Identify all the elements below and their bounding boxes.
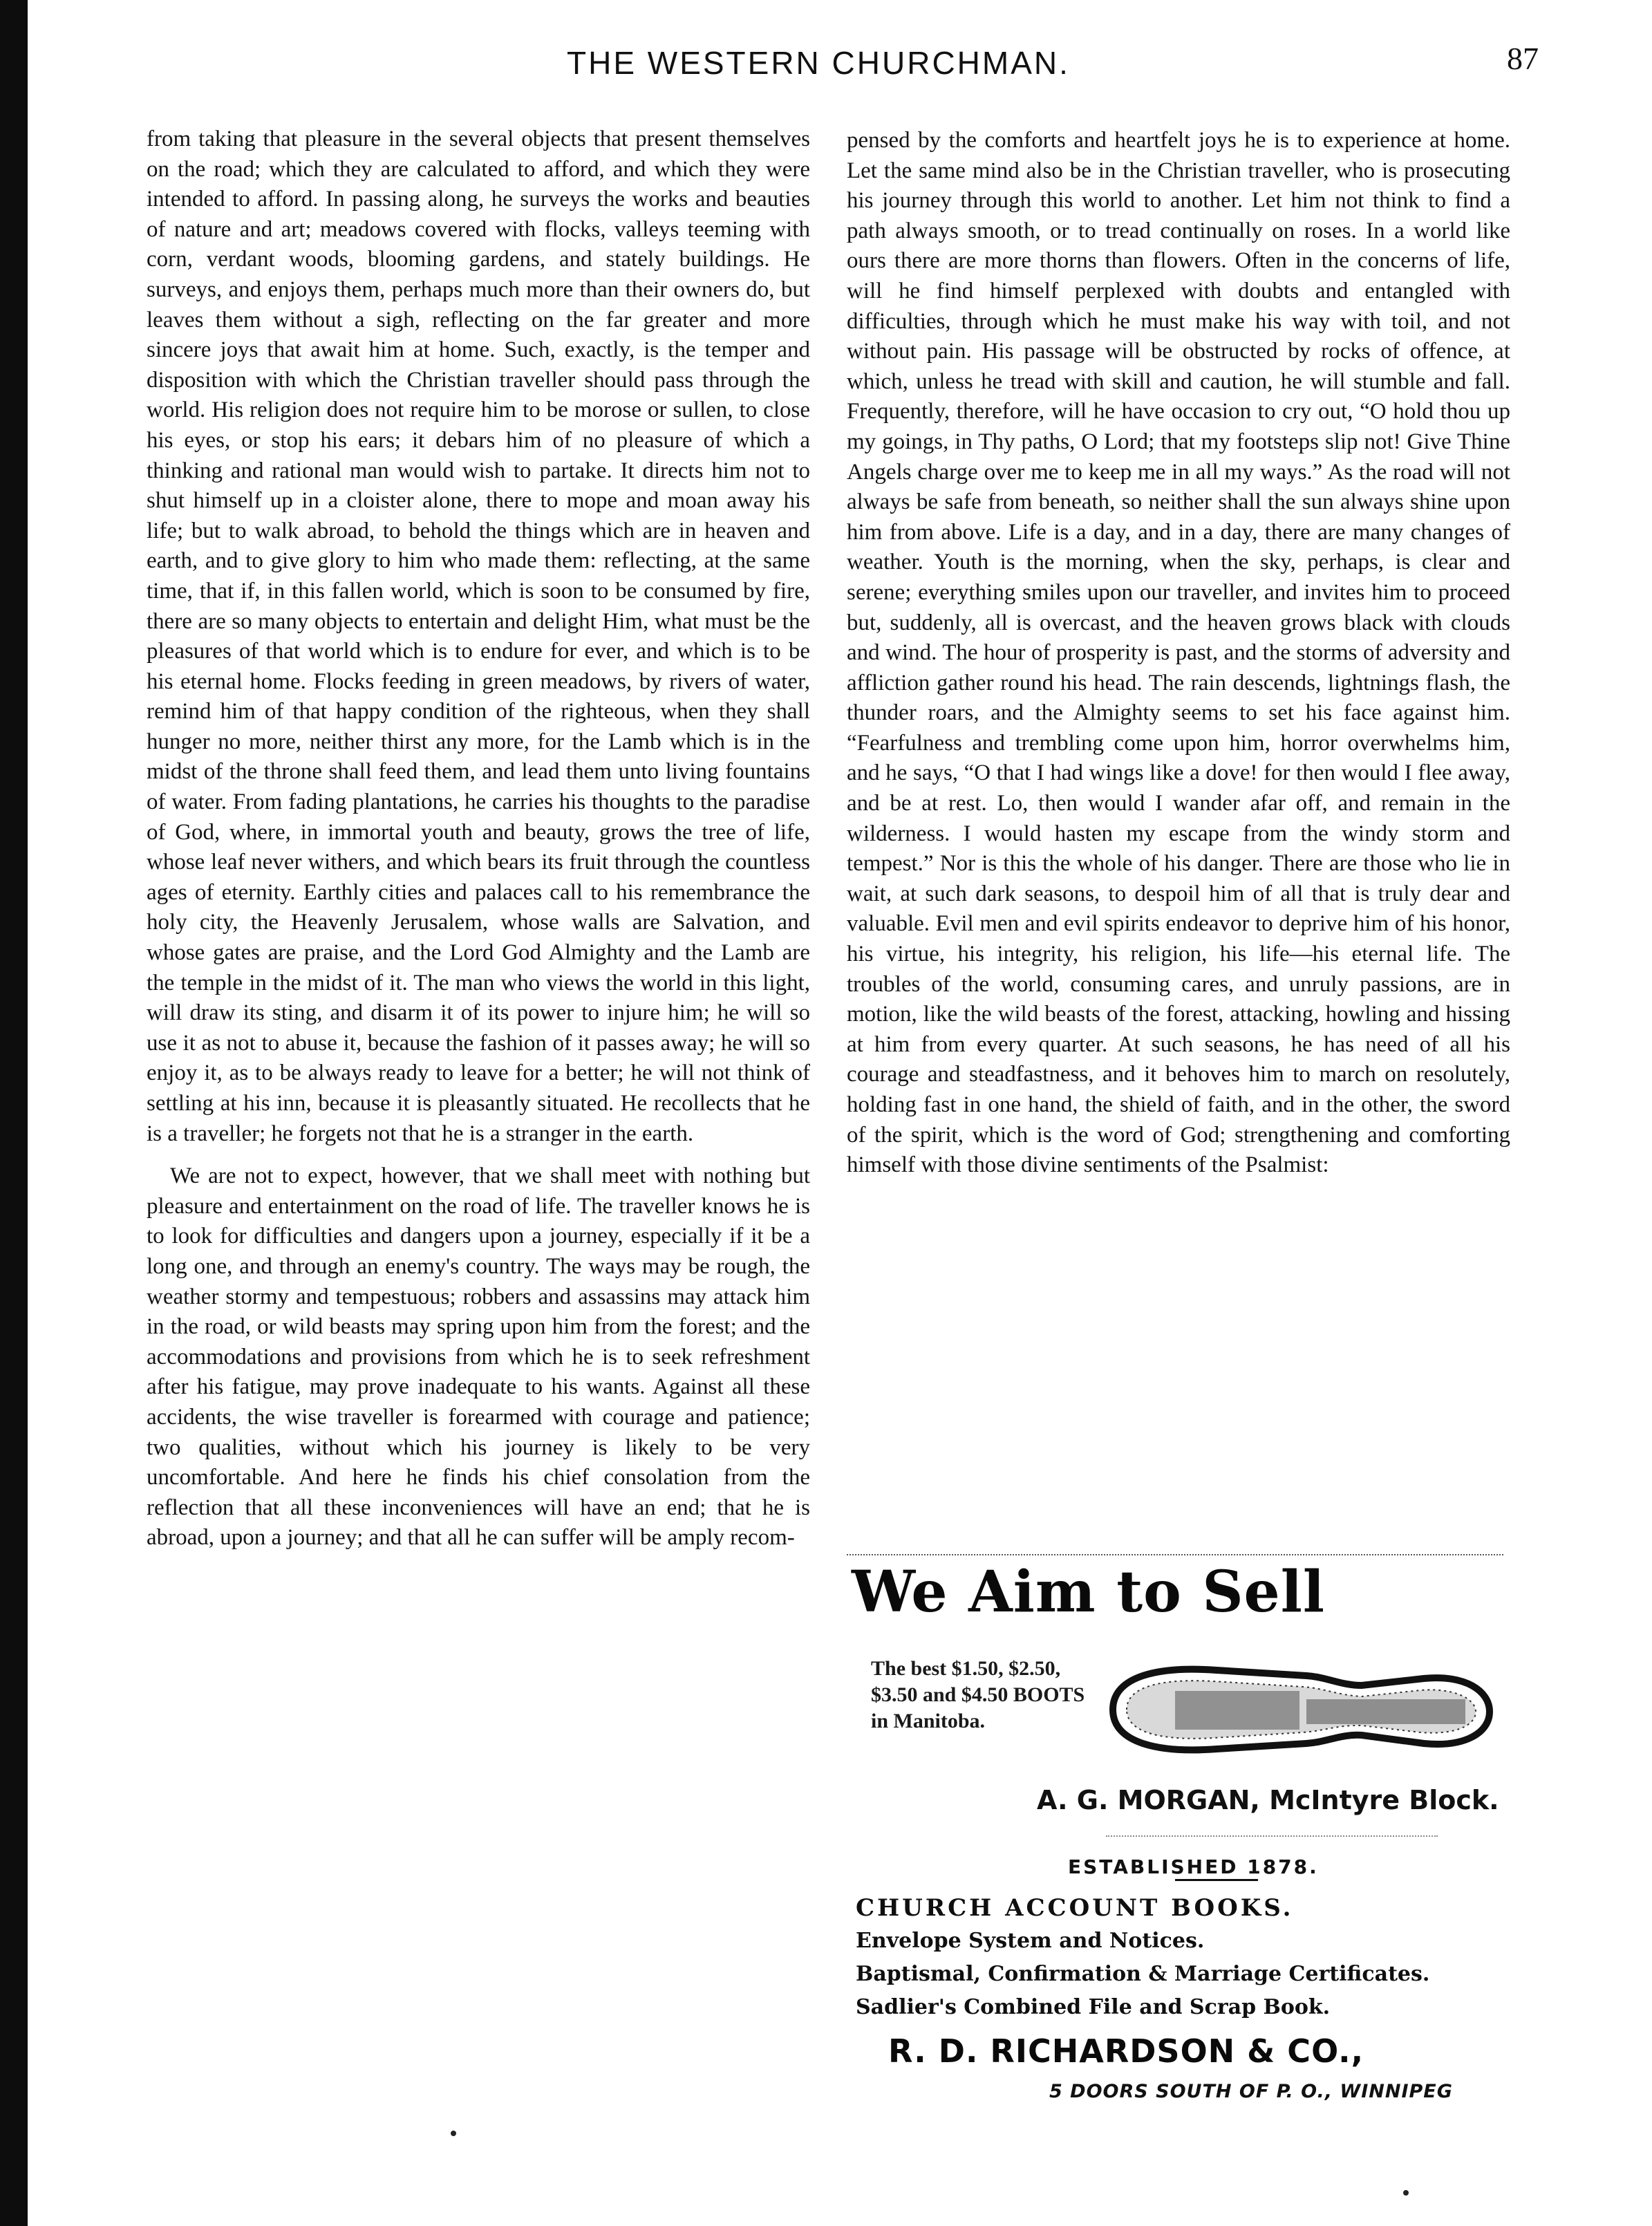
page-number: 87: [1507, 41, 1539, 76]
boot-sole-icon: [1099, 1658, 1496, 1761]
richardson-firm-name: R. D. RICHARDSON & CO.,: [888, 2032, 1364, 2070]
morgan-ad-merchant: A. G. MORGAN, McIntyre Block.: [1037, 1785, 1499, 1815]
morgan-ad-headline: We Aim to Sell: [852, 1559, 1326, 1625]
richardson-line-certificates: Baptismal, Confirmation & Marriage Certificates.: [856, 1962, 1430, 1986]
print-speck: [1403, 2190, 1409, 2196]
richardson-line-envelopes: Envelope System and Notices.: [856, 1929, 1205, 1953]
richardson-established: ESTABLISHED 1878.: [1068, 1855, 1319, 1878]
richardson-line-scrap-book: Sadlier's Combined File and Scrap Book.: [856, 1995, 1331, 2019]
print-speck: [451, 2131, 456, 2136]
ad-divider: [847, 1554, 1503, 1555]
running-title: THE WESTERN CHURCHMAN.: [567, 45, 1070, 81]
running-head: [0, 40, 1652, 95]
right-column: [847, 126, 1510, 1181]
richardson-line-church-books: CHURCH ACCOUNT BOOKS.: [856, 1894, 1294, 1922]
richardson-address: 5 DOORS SOUTH OF P. O., WINNIPEG: [1049, 2081, 1453, 2102]
right-paragraph-1: pensed by the comforts and heartfelt joys he is to experience at home. Let the same mind also be in the Christian traveller, who is prosecuting his journey through this world to another. Let him not think to find a path always smooth, or to tread continually on roses. In a world like ours there are more thorns than flowers. Often in the concerns of life, will he find himself perplexed with doubts and entangled with difficulties, through which he must make his way with toil, and not without pain. His passage will be obstructed by rocks of offence, at which, unless he tread with skill and caution, he will stumble and fall. Frequently, therefore, will he have occasion to cry out, “O hold thou up my goings, in Thy paths, O Lord; that my footsteps slip not! Give Thine Angels charge over me to keep me in all my ways.” As the road will not always be safe from beneath, so neither shall the sun always shine upon him from above. Life is a day, and in a day, there are many changes of weather. Youth is the morning, when the sky, perhaps, is clear and serene; everything smiles upon our traveller, and invites him to proceed but, suddenly, all is overcast, and the heaven grows black with clouds and wind. The hour of prosperity is past, and the storms of adversity and affliction gather round his head. The rain descends, lightnings flash, the thunder roars, and the Almighty seems to set his face against him. “Fearfulness and trembling come upon him, horror overwhelms him, and he says, “O that I had wings like a dove! for then would I flee away, and be at rest. Lo, then would I wander afar off, and remain in the wilderness. I would hasten my escape from the windy storm and tempest.” Nor is this the whole of his danger. There are those who lie in wait, at such dark seasons, to despoil him of all that is truly dear and valuable. Evil men and evil spirits endeavor to deprive him of his honor, his virtue, his integrity, his religion, his life—his eternal life. The troubles of the world, consuming cares, and unruly passions, are in motion, like the wild beasts of the forest, attacking, howling and hissing at him from every quarter. At such seasons, he has need of all his courage and steadfastness, and it behoves him to march on resolutely, holding fast in one hand, the shield of faith, and in the other, the sword of the spirit, which is the word of God; strengthening and comforting himself with those divine sentiments of the Psalmist:: [847, 128, 1510, 1178]
left-paragraph-1: from taking that pleasure in the several objects that present themselves on the road; which they are calculated to afford, and which they were intended to afford. In passing along, he surveys the works and beauties of nature and art; meadows covered with flocks, valleys teeming with corn, verdant woods, blooming gardens, and stately buildings. He surveys, and enjoys them, perhaps much more than their owners do, but leaves them without a sigh, reflecting on the far greater and more sincere joys that await him at home. Such, exactly, is the temper and disposition with which the Christian traveller should pass through the world. His religion does not require him to be morose or sullen, to close his eyes, or stop his ears; it debars him of no pleasure of which a thinking and rational man would wish to partake. It directs him not to shut himself up in a cloister alone, there to mope and moan away his life; but to walk abroad, to behold the things which are in heaven and earth, and to give glory to him who made them: reflecting, at the same time, that if, in this fallen world, which is soon to be consumed by fire, there are so many objects to entertain and delight Him, what must be the pleasures of that world which is to endure for ever, and which is to be his eternal home. Flocks feeding in green meadows, by rivers of water, remind him of that happy condition of the righteous, when they shall hunger no more, neither thirst any more, for the Lamb which is in the midst of the throne shall feed them, and lead them unto living fountains of water. From fading plantations, he carries his thoughts to the paradise of God, where, in immortal youth and beauty, grows the tree of life, whose leaf never withers, and which bears its fruit through the countless ages of eternity. Earthly cities and palaces call to his remembrance the holy city, the Heavenly Jerusalem, whose walls are Salvation, and whose gates are praise, and the Lord God Almighty and the Lamb are the temple in the midst of it. The man who views the world in this light, will draw its sting, and disarm it of its power to injure him; he will so use it as not to abuse it, because the fashion of it passes away; he will so enjoy it, as to be always ready to leave for a better; he will not think of settling at his inn, because it is pleasantly situated. He recollects that he is a traveller; he forgets not that he is a stranger in the earth.: [147, 127, 810, 1146]
binding-edge: [0, 0, 28, 2226]
ad-divider-2: [1106, 1835, 1438, 1837]
morgan-ad-body: The best $1.50, $2.50, $3.50 and $4.50 BOOTS in Manitoba.: [871, 1657, 1085, 1732]
left-column: [147, 124, 810, 1553]
left-paragraph-2: We are not to expect, however, that we shall meet with nothing but pleasure and entertainment on the road of life. The traveller knows he is to look for difficulties and dangers upon a journey, especially if it be a long one, and through an enemy's country. The ways may be rough, the weather stormy and tempestuous; robbers and assassins may attack him in the road, or wild beasts may spring upon him from the forest; and the accommodations and provisions from which he is to seek refreshment after his fatigue, may prove inadequate to his wants. Against all these accidents, the wise traveller is forearmed with courage and patience; two qualities, without which his journey is likely to be very uncomfortable. And here he finds his chief consolation from the reflection that all these inconveniences will have an end; that he is abroad, upon a journey; and that all he can suffer will be amply recom-: [147, 1163, 810, 1551]
established-underline: [1175, 1879, 1258, 1881]
